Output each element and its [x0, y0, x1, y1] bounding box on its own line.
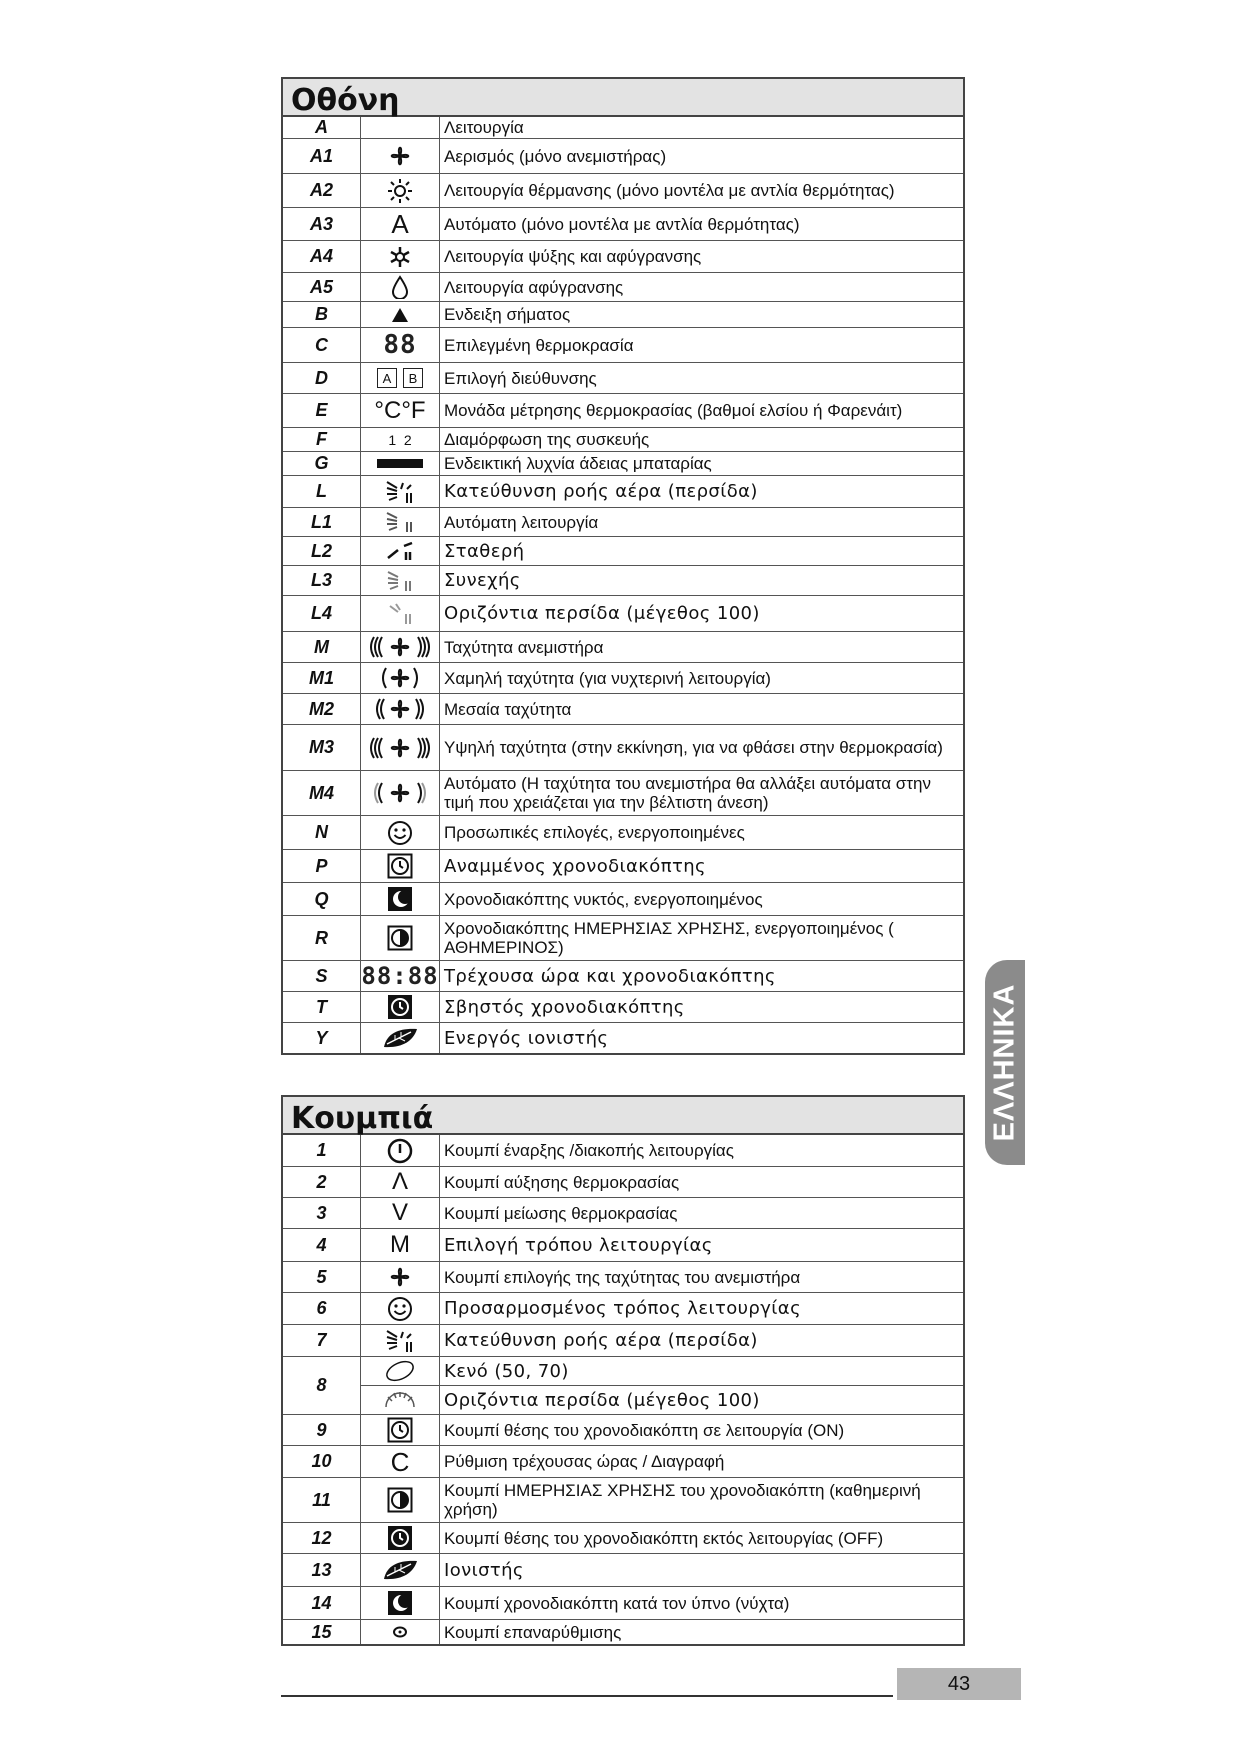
oval-icon	[361, 1357, 440, 1385]
row-desc: Οριζόντια περσίδα (μέγεθος 100)	[444, 1389, 760, 1411]
smiley-icon	[361, 1293, 440, 1324]
table-row	[283, 992, 963, 1023]
table-row	[283, 1229, 963, 1262]
row-desc: Κουμπί μείωσης θερμοκρασίας	[444, 1203, 678, 1223]
row-desc: Κουμπί επαναρύθμισης	[444, 1622, 622, 1642]
timer-off-icon	[361, 992, 440, 1022]
row-desc: Χρονοδιακόπτης ΗΜΕΡΗΣΙΑΣ ΧΡΗΣΗΣ, ενεργοποιημένος ( ΑΘΗΜΕΡΙΝΟΣ)	[444, 919, 894, 957]
table-row	[283, 117, 963, 139]
row-desc: Τρέχουσα ώρα και χρονοδιακόπτης	[444, 965, 776, 987]
row-code: A2	[283, 174, 361, 207]
row-code: 14	[283, 1587, 361, 1619]
row-desc: Χρονοδιακόπτης νυκτός, ενεργοποιημένος	[444, 889, 763, 909]
row-code: A3	[283, 208, 361, 240]
table-row	[283, 1325, 963, 1357]
sun-icon	[361, 174, 440, 207]
table-row	[283, 816, 963, 850]
leaf-icon	[361, 1554, 440, 1586]
row-code: 5	[283, 1262, 361, 1292]
row-desc: Κουμπί επιλογής της ταχύτητας του ανεμιστήρα	[444, 1267, 801, 1287]
table-row	[283, 850, 963, 883]
fan-high-icon	[361, 725, 440, 770]
row-desc: Λειτουργία θέρμανσης (μόνο μοντέλα με αντλία θερμότητας)	[444, 181, 895, 200]
table-row	[283, 1620, 963, 1644]
row-desc: Κατεύθυνση ροής αέρα (περσίδα)	[444, 1330, 758, 1351]
fan-low-icon	[361, 663, 440, 693]
row-desc: Προσωπικές επιλογές, ενεργοποιημένες	[444, 823, 745, 842]
fan-icon	[361, 1262, 440, 1292]
row-code: M3	[283, 725, 361, 770]
footer-divider	[281, 1695, 893, 1697]
row-code: L1	[283, 508, 361, 536]
timer-off-icon	[361, 1523, 440, 1553]
row-code: 8	[283, 1357, 361, 1414]
moon-icon	[361, 883, 440, 915]
row-desc: Μεσαία ταχύτητα	[444, 699, 572, 719]
row-desc: Ταχύτητα ανεμιστήρα	[444, 637, 604, 657]
clock-set-icon: C	[361, 1446, 440, 1477]
row-code: G	[283, 452, 361, 475]
row-code: A5	[283, 273, 361, 301]
table-row	[283, 632, 963, 663]
power-icon	[361, 1135, 440, 1166]
row-code: S	[283, 961, 361, 991]
table-row	[283, 537, 963, 566]
mode-icon: M	[361, 1229, 440, 1261]
row-desc: Επιλεγμένη θερμοκρασία	[444, 335, 634, 355]
row-desc: Κουμπί θέσης του χρονοδιακόπτη σε λειτουργία (ON)	[444, 1420, 845, 1440]
row-desc: Ενδειξη σήματος	[444, 305, 571, 324]
table-row	[283, 1415, 963, 1446]
table-row	[283, 883, 963, 916]
table-row	[283, 508, 963, 537]
fan-icon	[361, 139, 440, 173]
table-row	[283, 302, 963, 328]
louver-horizontal-icon	[361, 596, 440, 631]
row-code: A	[283, 117, 361, 138]
row-code: 7	[283, 1325, 361, 1356]
row-code: L4	[283, 596, 361, 631]
table-row	[283, 771, 963, 816]
row-code: L	[283, 476, 361, 507]
row-desc: Λειτουργία	[444, 118, 524, 137]
table-row	[283, 174, 963, 208]
table-row	[283, 1523, 963, 1554]
row-desc: Ενεργός ιονιστής	[444, 1027, 609, 1049]
row-code: 3	[283, 1198, 361, 1228]
row-code: E	[283, 394, 361, 427]
row-desc: Αυτόματο (Η ταχύτητα του ανεμιστήρα θα αλλάξει αυτόματα στην τιμή που χρειάζεται για την βέλτιστη άνεση)	[444, 774, 931, 812]
row-code: M4	[283, 771, 361, 815]
moon-icon	[361, 1587, 440, 1619]
row-code: M2	[283, 694, 361, 724]
fan-medium-icon	[361, 694, 440, 724]
reset-icon	[361, 1620, 440, 1644]
louver-icon	[361, 476, 440, 507]
row-desc: Ενδεικτική λυχνία άδειας μπαταρίας	[444, 454, 712, 473]
row-code: M1	[283, 663, 361, 693]
drop-icon	[361, 273, 440, 301]
auto-icon: A	[361, 208, 440, 240]
row-desc: Υψηλή ταχύτητα (στην εκκίνηση, για να φθάσει στην θερμοκρασία)	[444, 738, 943, 757]
daily-timer-icon	[361, 1478, 440, 1522]
row-desc: Επιλογή διεύθυνσης	[444, 368, 597, 388]
row-code: 1	[283, 1135, 361, 1166]
row-desc: Επιλογή τρόπου λειτουργίας	[444, 1234, 713, 1256]
row-code: 2	[283, 1167, 361, 1197]
language-tab	[985, 960, 1025, 1165]
table-row	[283, 241, 963, 273]
row-code: F	[283, 428, 361, 451]
language-tab-label: ΕΛΛΗΝΙΚΑ	[988, 983, 1021, 1142]
row-desc: Ρύθμιση τρέχουσας ώρας / Διαγραφή	[444, 1452, 725, 1471]
row-desc: Προσαρμοσμένος τρόπος λειτουργίας	[444, 1298, 802, 1319]
digits-icon: 88	[361, 328, 440, 362]
table-row	[283, 725, 963, 771]
louver-swing-icon	[361, 566, 440, 595]
row-desc: Λειτουργία αφύγρανσης	[444, 277, 624, 297]
row-code: 11	[283, 1478, 361, 1522]
row-desc: Συνεχής	[444, 570, 521, 591]
table-row	[283, 1587, 963, 1620]
table-row	[283, 428, 963, 452]
row-desc: Αυτόματη λειτουργία	[444, 512, 599, 532]
row-desc: Οριζόντια περσίδα (μέγεθος 100)	[444, 603, 760, 624]
row-desc: Κουμπί θέσης του χρονοδιακόπτη εκτός λειτουργίας (OFF)	[444, 1528, 884, 1548]
row-code: R	[283, 916, 361, 960]
row-desc: Χαμηλή ταχύτητα (για νυχτερινή λειτουργία)	[444, 668, 771, 688]
table-row	[283, 363, 963, 394]
row-desc: Κουμπί χρονοδιακόπτη κατά τον ύπνο (νύχτα)	[444, 1593, 790, 1613]
row-code: 9	[283, 1415, 361, 1445]
table-row	[283, 1357, 963, 1415]
row-code: 6	[283, 1293, 361, 1324]
row-desc: Κουμπί αύξησης θερμοκρασίας	[444, 1172, 680, 1192]
row-code: P	[283, 850, 361, 882]
row-code: 12	[283, 1523, 361, 1553]
table-row	[283, 1023, 963, 1053]
row-desc: Κενό (50, 70)	[444, 1360, 569, 1382]
table-row	[283, 694, 963, 725]
table-row	[283, 1262, 963, 1293]
row-desc: Αερισμός (μόνο ανεμιστήρας)	[444, 146, 667, 166]
row-code: D	[283, 363, 361, 393]
up-icon: Λ	[361, 1167, 440, 1197]
display-table	[281, 77, 965, 1055]
louver-fixed-icon	[361, 537, 440, 565]
fan-auto-icon	[361, 771, 440, 815]
row-code: B	[283, 302, 361, 327]
row-code: Y	[283, 1023, 361, 1053]
table-row	[283, 566, 963, 596]
row-code: 4	[283, 1229, 361, 1261]
row-desc: Κατεύθυνση ροής αέρα (περσίδα)	[444, 481, 758, 502]
buttons-table	[281, 1095, 965, 1646]
fan-speed-icon	[361, 632, 440, 662]
table-row	[283, 916, 963, 961]
signal-icon	[361, 302, 440, 327]
row-desc: Κουμπί ΗΜΕΡΗΣΙΑΣ ΧΡΗΣΗΣ του χρονοδιακόπτη (καθημερινή χρήση)	[444, 1481, 921, 1519]
row-code: M	[283, 632, 361, 662]
temp-unit-icon: °C°F	[361, 394, 440, 427]
battery-icon	[361, 452, 440, 475]
display-section-title: Οθόνη	[283, 79, 963, 117]
table-row	[283, 1446, 963, 1478]
address-icon: A B	[361, 363, 440, 393]
row-desc: Μονάδα μέτρησης θερμοκρασίας (βαθμοί ελσίου ή Φαρενάιτ)	[444, 401, 903, 420]
row-desc: Σβηστός χρονοδιακόπτης	[444, 996, 685, 1018]
table-row	[283, 1478, 963, 1523]
table-row	[283, 208, 963, 241]
row-desc: Αυτόματο (μόνο μοντέλα με αντλία θερμότητας)	[444, 214, 800, 234]
table-row	[283, 1554, 963, 1587]
table-row	[283, 961, 963, 992]
row-code: A1	[283, 139, 361, 173]
row-code: N	[283, 816, 361, 849]
down-icon: V	[361, 1198, 440, 1228]
louver-icon	[361, 1325, 440, 1356]
row-code: T	[283, 992, 361, 1022]
table-row	[283, 1198, 963, 1229]
table-row	[283, 476, 963, 508]
row-code: Q	[283, 883, 361, 915]
row-code: 15	[283, 1620, 361, 1644]
snowflake-icon	[361, 241, 440, 272]
daily-timer-icon	[361, 916, 440, 960]
row-code: 13	[283, 1554, 361, 1586]
row-desc: Λειτουργία ψύξης και αφύγρανσης	[444, 247, 702, 266]
table-row	[283, 1167, 963, 1198]
table-row	[283, 328, 963, 363]
row-code: A4	[283, 241, 361, 272]
timer-on-icon	[361, 850, 440, 882]
louver-horizontal-icon	[361, 1386, 440, 1414]
row-desc: Αναμμένος χρονοδιακόπτης	[444, 855, 706, 877]
table-row	[283, 596, 963, 632]
timer-on-icon	[361, 1415, 440, 1445]
table-row	[283, 139, 963, 174]
row-code: L2	[283, 537, 361, 565]
clock-digits-icon: 88:88	[361, 962, 439, 990]
table-row	[283, 1293, 963, 1325]
row-code: C	[283, 328, 361, 362]
leaf-icon	[361, 1023, 440, 1053]
louver-auto-icon	[361, 508, 440, 536]
row-desc: Σταθερή	[444, 540, 525, 562]
smiley-icon	[361, 816, 440, 849]
table-row	[283, 394, 963, 428]
table-row	[283, 273, 963, 302]
row-code: L3	[283, 566, 361, 595]
table-row	[283, 1135, 963, 1167]
table-row	[283, 663, 963, 694]
config-icon: 1 2	[361, 428, 440, 451]
row-desc: Κουμπί έναρξης /διακοπής λειτουργίας	[444, 1141, 734, 1160]
page-number: 43	[897, 1668, 1021, 1700]
table-row	[283, 452, 963, 476]
row-code: 10	[283, 1446, 361, 1477]
row-desc: Διαμόρφωση της συσκευής	[444, 430, 650, 449]
buttons-section-title: Κουμπιά	[283, 1097, 963, 1135]
row-desc: Ιονιστής	[444, 1559, 524, 1581]
